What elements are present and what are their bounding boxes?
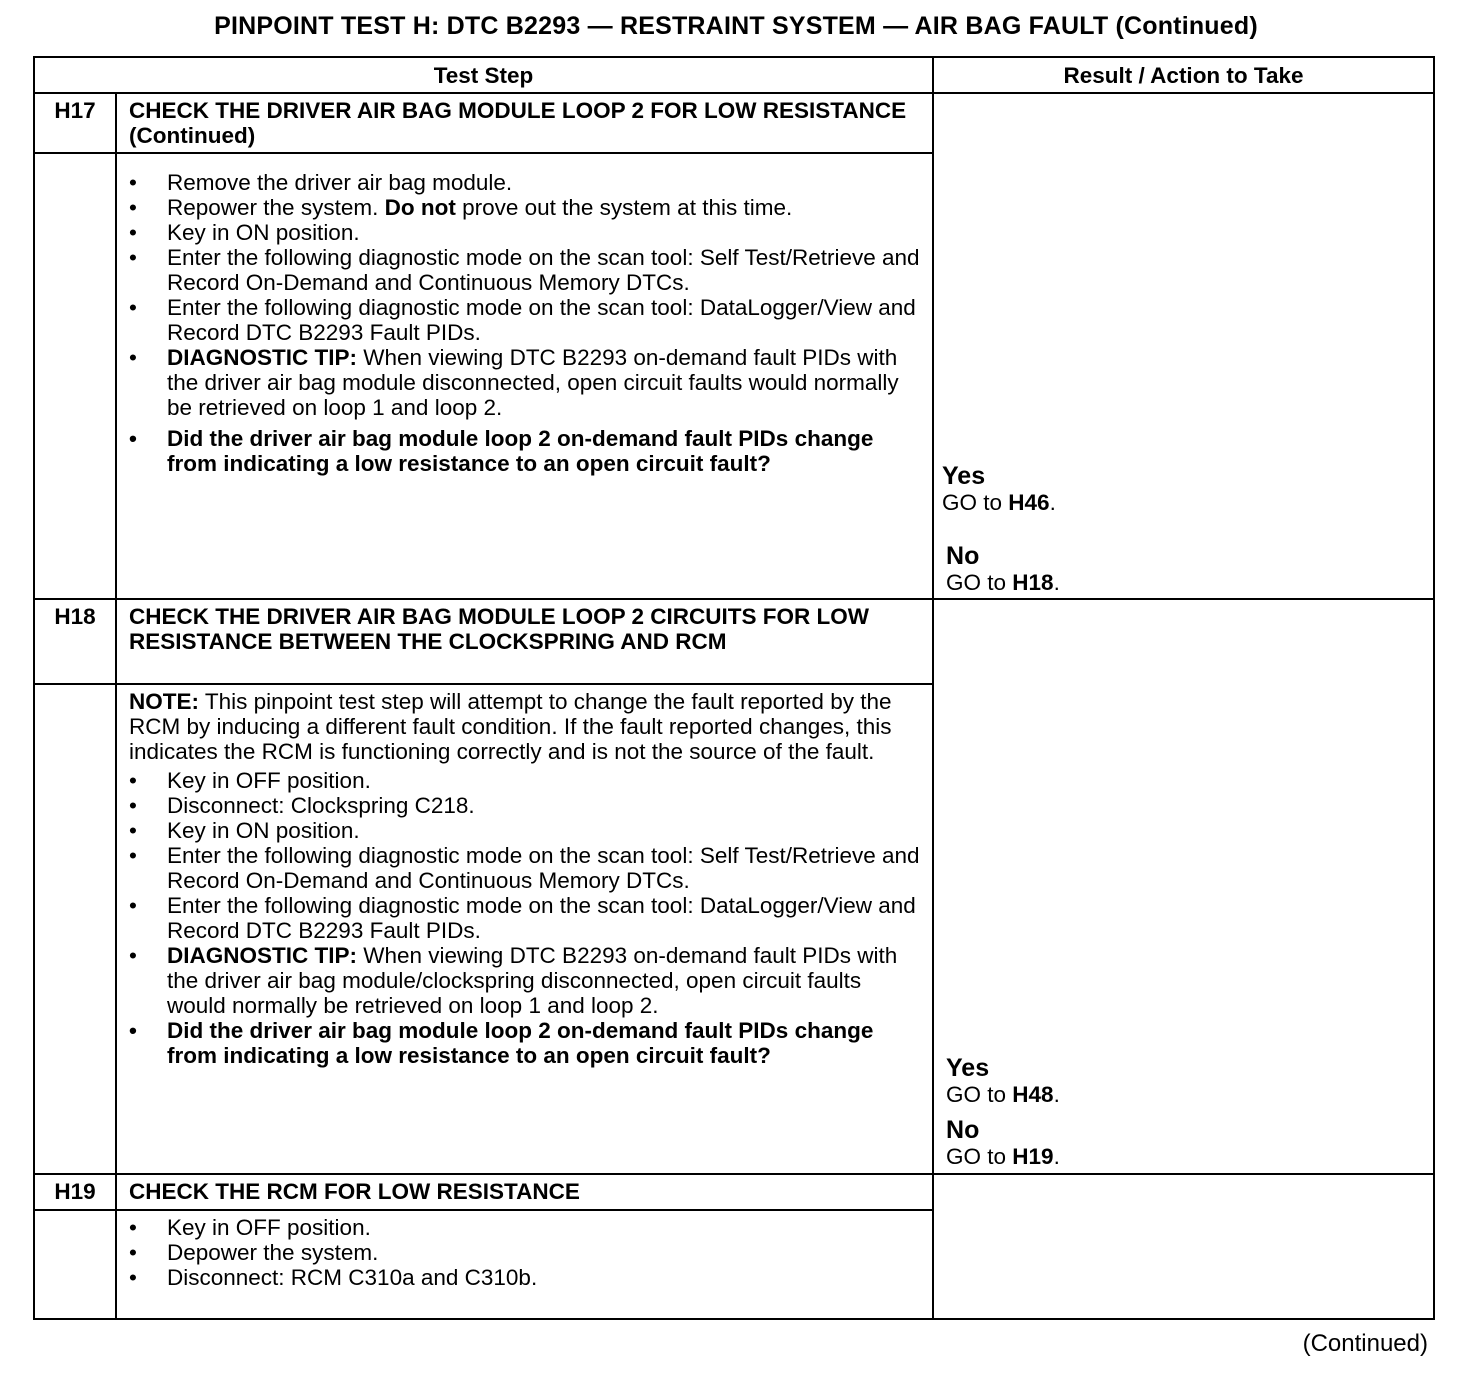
list-item: • Enter the following diagnostic mode on the scan tool: DataLogger/View and Record DTC B2293 Fault PIDs. <box>129 893 922 943</box>
yes-action: GO to H46. <box>942 490 1056 515</box>
no-action: GO to H19. <box>946 1144 1060 1169</box>
yes-label: Yes <box>942 462 986 490</box>
step-h18-title-row <box>34 599 1434 684</box>
step-body-h19 <box>116 1210 933 1319</box>
result-cell-h17 <box>933 93 1434 599</box>
step-body-h17 <box>116 153 933 599</box>
step-h17-title-row <box>34 93 1434 153</box>
result-yes-h18 <box>946 1054 1060 1108</box>
list-item: • Key in ON position. <box>129 818 922 843</box>
result-cell-h18 <box>933 599 1434 1174</box>
result-yes-h17 <box>942 462 1056 516</box>
step-title-h19: CHECK THE RCM FOR LOW RESISTANCE <box>116 1174 933 1210</box>
list-item: • DIAGNOSTIC TIP: When viewing DTC B2293 on-demand fault PIDs with the driver air bag module/clockspring disconnected, open circuit faults would normally be retrieved on loop 1 and loop 2. <box>129 943 922 1018</box>
list-item: • Enter the following diagnostic mode on the scan tool: Self Test/Retrieve and Record On-Demand and Continuous Memory DTCs. <box>129 843 922 893</box>
step-title-h17: CHECK THE DRIVER AIR BAG MODULE LOOP 2 FOR LOW RESISTANCE (Continued) <box>116 93 933 153</box>
goto-target: H18 <box>1012 570 1054 595</box>
goto-target: H48 <box>1012 1082 1054 1107</box>
list-item: • Enter the following diagnostic mode on the scan tool: DataLogger/View and Record DTC B2293 Fault PIDs. <box>129 295 922 345</box>
note: NOTE: This pinpoint test step will attempt to change the fault reported by the RCM by inducing a different fault condition. If the fault reported changes, this indicates the RCM is functioning correctly and is not the source of the fault. <box>129 689 892 764</box>
list-item: • Key in ON position. <box>129 220 922 245</box>
step-title-h18: CHECK THE DRIVER AIR BAG MODULE LOOP 2 CIRCUITS FOR LOW RESISTANCE BETWEEN THE CLOCKSPRING AND RCM <box>116 599 933 684</box>
yes-action: GO to H48. <box>946 1082 1060 1107</box>
tip-label: DIAGNOSTIC TIP: <box>167 943 357 968</box>
list-item: • Repower the system. Do not prove out the system at this time. <box>129 195 922 220</box>
note-label: NOTE: <box>129 689 199 714</box>
step-bullets <box>129 1215 922 1290</box>
page-title: PINPOINT TEST H: DTC B2293 — RESTRAINT SYSTEM — AIR BAG FAULT (Continued) <box>214 12 1258 40</box>
list-item: • Disconnect: RCM C310a and C310b. <box>129 1265 922 1290</box>
list-item: • Key in OFF position. <box>129 1215 922 1240</box>
step-id-h17: H17 <box>34 93 116 153</box>
list-item: • DIAGNOSTIC TIP: When viewing DTC B2293 on-demand fault PIDs with the driver air bag module disconnected, open circuit faults would normally be retrieved on loop 1 and loop 2. <box>129 345 922 420</box>
result-no-h17 <box>946 542 1060 596</box>
goto-target: H46 <box>1008 490 1050 515</box>
goto-target: H19 <box>1012 1144 1054 1169</box>
step-bullets <box>129 768 922 1068</box>
step-h19-title-row <box>34 1174 1434 1210</box>
result-no-h18 <box>946 1116 1060 1170</box>
step-id-blank <box>34 1210 116 1319</box>
list-item: • Depower the system. <box>129 1240 922 1265</box>
step-bullets <box>129 170 922 476</box>
yes-label: Yes <box>946 1054 990 1082</box>
list-item: • Remove the driver air bag module. <box>129 170 922 195</box>
list-item-question: • Did the driver air bag module loop 2 on-demand fault PIDs change from indicating a low resistance to an open circuit fault? <box>129 426 922 476</box>
pinpoint-test-table <box>33 56 1435 1320</box>
list-item: • Disconnect: Clockspring C218. <box>129 793 922 818</box>
step-id-blank <box>34 684 116 1174</box>
no-label: No <box>946 542 980 570</box>
list-item-question: • Did the driver air bag module loop 2 on-demand fault PIDs change from indicating a low resistance to an open circuit fault? <box>129 1018 922 1068</box>
step-body-h18 <box>116 684 933 1174</box>
list-item: • Key in OFF position. <box>129 768 922 793</box>
no-label: No <box>946 1116 980 1144</box>
result-cell-h19 <box>933 1174 1434 1319</box>
continued-label: (Continued) <box>1302 1330 1428 1357</box>
header-result: Result / Action to Take <box>933 57 1434 93</box>
step-id-h18: H18 <box>34 599 116 684</box>
table-header-row <box>34 57 1434 93</box>
header-test-step: Test Step <box>34 57 933 93</box>
tip-label: DIAGNOSTIC TIP: <box>167 345 357 370</box>
step-id-blank <box>34 153 116 599</box>
no-action: GO to H18. <box>946 570 1060 595</box>
list-item: • Enter the following diagnostic mode on the scan tool: Self Test/Retrieve and Record On-Demand and Continuous Memory DTCs. <box>129 245 922 295</box>
step-id-h19: H19 <box>34 1174 116 1210</box>
